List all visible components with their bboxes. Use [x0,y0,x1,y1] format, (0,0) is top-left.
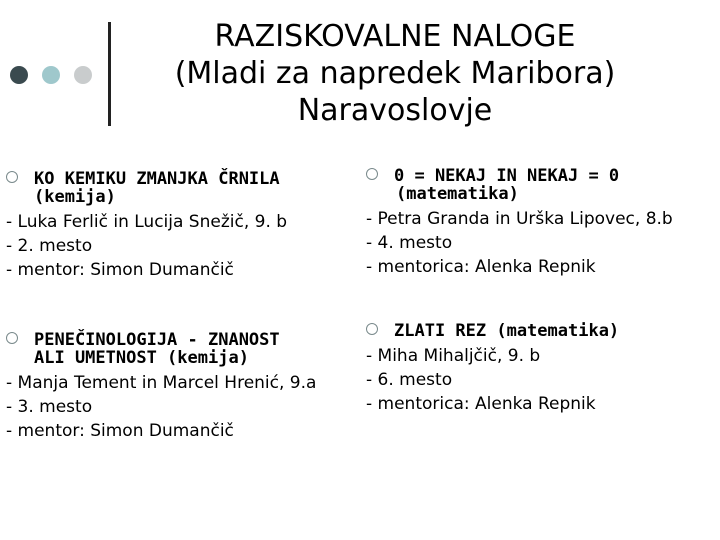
entry-authors: - Miha Mihaljčič, 9. b [366,346,541,366]
bullet-icon [6,171,18,183]
slide-title [120,18,670,129]
entry-mentor: - mentorica: Alenka Repnik [366,394,596,414]
entry-authors: - Petra Granda in Urška Lipovec, 8.b [366,209,673,229]
gray-dot-icon [74,66,92,84]
entry-heading: 0 = NEKAJ IN NEKAJ = 0 (matematika) [366,167,673,203]
entry-zlati-rez [366,322,619,416]
entry-authors: - Luka Ferlič in Lucija Snežič, 9. b [6,212,288,232]
entry-mentor: - mentor: Simon Dumančič [6,260,234,280]
entry-authors: - Manja Tement in Marcel Hrenić, 9.a [6,373,317,393]
bullet-icon [366,323,378,335]
teal-dot-icon [42,66,60,84]
dark-dot-icon [10,66,28,84]
entry-place: - 6. mesto [366,370,453,390]
title-line-1: RAZISKOVALNE NALOGE [214,19,576,54]
entry-mentor: - mentor: Simon Dumančič [6,421,234,441]
entry-place: - 2. mesto [6,236,93,256]
entry-place: - 4. mesto [366,233,453,253]
entry-heading: PENEČINOLOGIJA - ZNANOST ALI UMETNOST (kemija) [6,331,316,367]
entry-nekaj [366,167,673,279]
entry-heading: ZLATI REZ (matematika) [366,322,619,340]
entry-penecinologija [6,331,316,443]
title-line-3: Naravoslovje [297,93,493,128]
title-line-2: (Mladi za napredek Maribora) [174,56,616,91]
bullet-icon [6,332,18,344]
entry-heading: KO KEMIKU ZMANJKA ČRNILA (kemija) [6,170,287,206]
bullet-icon [366,168,378,180]
entry-mentor: - mentorica: Alenka Repnik [366,257,596,277]
entry-kemiku [6,170,287,282]
title-divider [108,22,111,126]
entry-place: - 3. mesto [6,397,93,417]
